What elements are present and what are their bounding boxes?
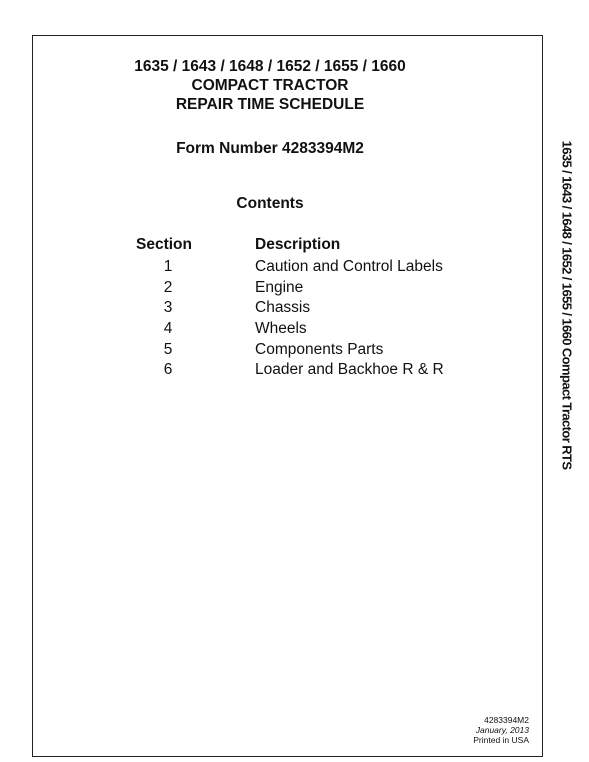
toc-row	[0, 320, 589, 341]
toc-section-number: 2	[163, 278, 173, 296]
toc-header-description: Description	[255, 236, 341, 253]
toc-section-number: 1	[163, 258, 173, 275]
document-title	[60, 57, 480, 114]
footer-date: January, 2013	[475, 725, 529, 735]
toc-row	[0, 299, 589, 320]
toc-section-description: Wheels	[255, 320, 307, 338]
toc-row	[0, 258, 589, 279]
toc-section-description: Loader and Backhoe R & R	[255, 361, 444, 379]
toc-section-description: Engine	[255, 278, 304, 296]
title-document-type: REPAIR TIME SCHEDULE	[175, 96, 365, 113]
toc-row	[0, 361, 589, 382]
toc-section-number: 3	[163, 299, 173, 317]
toc-row	[0, 341, 589, 362]
toc-section-number: 5	[163, 340, 173, 358]
footer-info	[473, 715, 529, 745]
title-model-numbers: 1635 / 1643 / 1648 / 1652 / 1655 / 1660	[134, 58, 406, 75]
spine-label: 1635 / 1643 / 1648 / 1652 / 1655 / 1660 Compact Tractor RTS	[559, 140, 575, 470]
toc-header-section: Section	[136, 236, 192, 253]
toc-section-number: 6	[163, 361, 173, 379]
form-number: Form Number 4283394M2	[176, 140, 364, 157]
toc-section-description: Chassis	[255, 299, 311, 317]
footer-printed-location: Printed in USA	[473, 735, 529, 745]
toc-section-description: Caution and Control Labels	[255, 258, 443, 275]
contents-heading: Contents	[236, 195, 304, 212]
toc-row	[0, 279, 589, 300]
toc-section-number: 4	[163, 320, 173, 338]
toc-section-description: Components Parts	[255, 340, 384, 358]
title-product-type: COMPACT TRACTOR	[191, 77, 349, 94]
toc-list	[0, 258, 589, 382]
footer-form-code: 4283394M2	[484, 715, 529, 725]
